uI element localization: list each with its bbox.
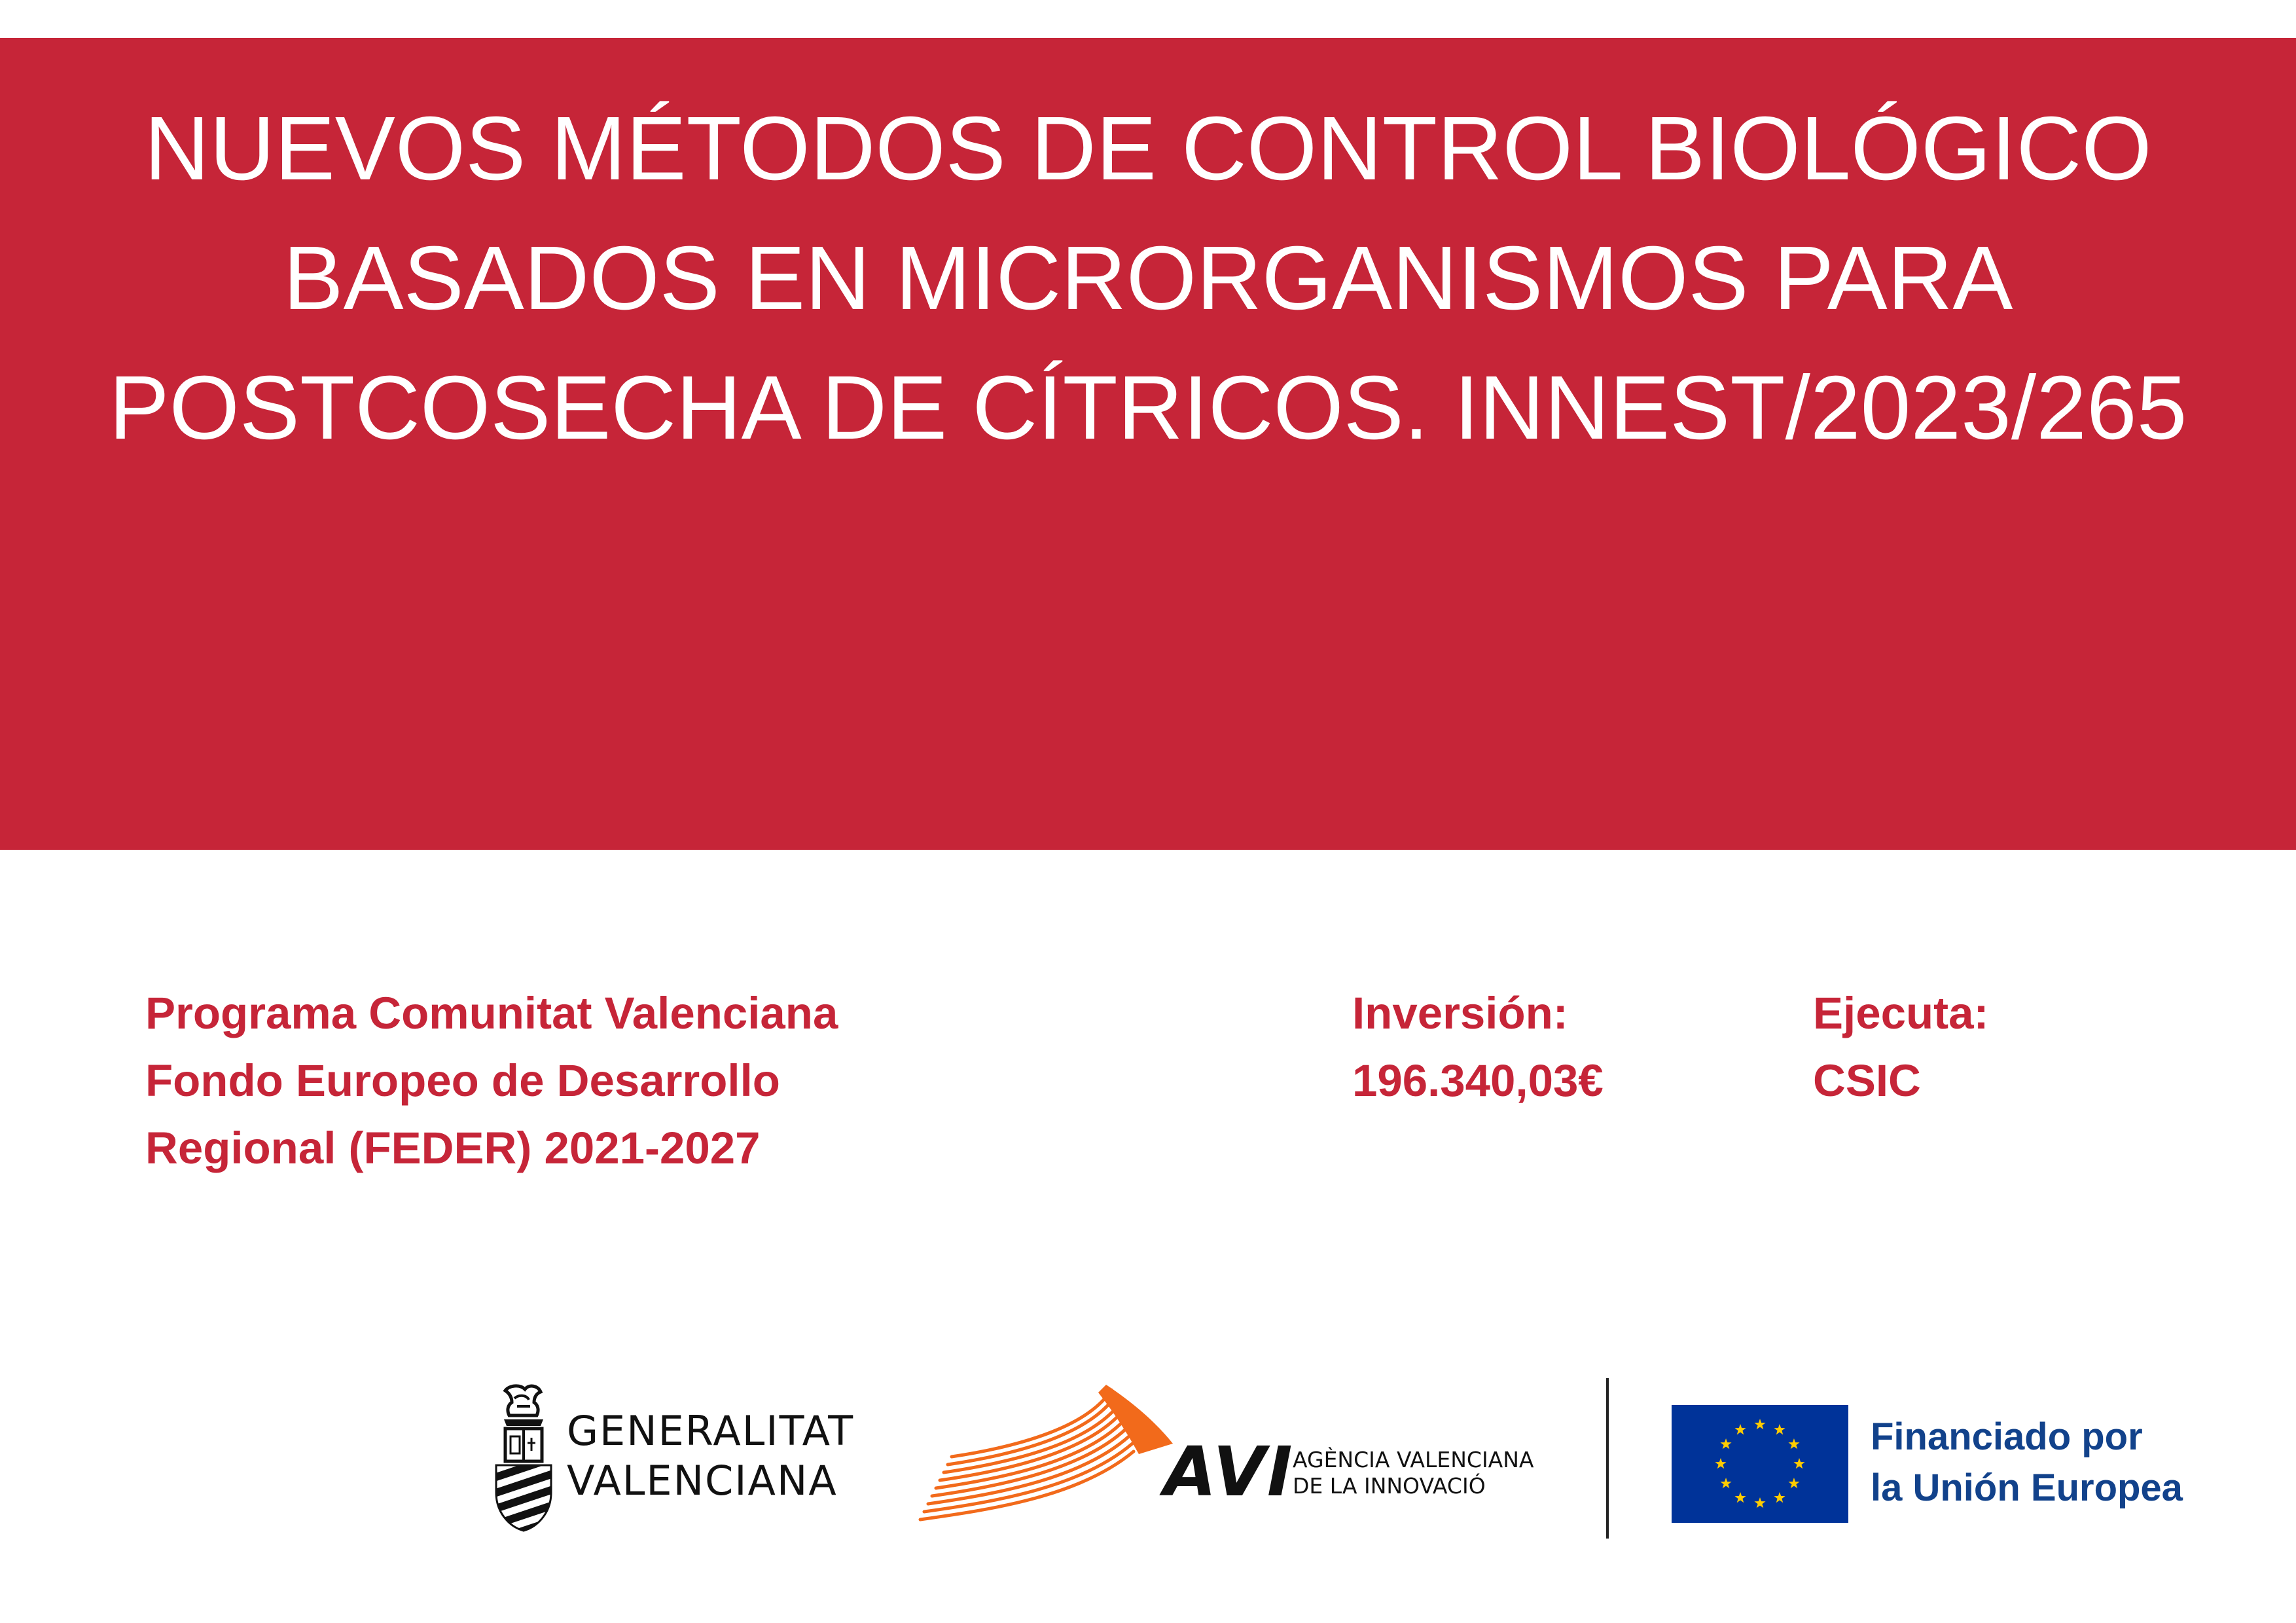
eu-line-1: Financiado por xyxy=(1871,1415,2143,1458)
page-title xyxy=(0,84,2296,473)
eu-line-2: la Unión Europea xyxy=(1871,1467,2183,1509)
program-line-3: Regional (FEDER) 2021-2027 xyxy=(145,1123,761,1173)
eu-logo-text xyxy=(1871,1412,2183,1514)
program-info xyxy=(145,979,838,1182)
generalitat-line-1: GENERALITAT xyxy=(567,1407,855,1455)
avi-line-2: DE LA INNOVACIÓ xyxy=(1293,1473,1486,1499)
executes-label: Ejecuta: xyxy=(1813,988,1989,1038)
investment-label: Inversión: xyxy=(1352,988,1568,1038)
title-line-1: NUEVOS MÉTODOS DE CONTROL BIOLÓGICO xyxy=(144,98,2152,199)
avi-logo-text xyxy=(1293,1447,1534,1499)
avi-mark: AVI xyxy=(1164,1432,1294,1512)
generalitat-line-2: VALENCIANA xyxy=(567,1457,838,1504)
executes-info xyxy=(1813,979,1988,1114)
investment-value: 196.340,03€ xyxy=(1352,1055,1604,1106)
investment-info xyxy=(1352,979,1604,1114)
generalitat-logo-text xyxy=(567,1406,854,1506)
title-line-2: BASADOS EN MICRORGANISMOS PARA xyxy=(283,228,2013,329)
avi-line-1: AGÈNCIA VALENCIANA xyxy=(1293,1447,1534,1472)
swoosh-icon xyxy=(916,1378,1178,1529)
executes-value: CSIC xyxy=(1813,1055,1921,1106)
logo-divider xyxy=(1606,1378,1609,1539)
eu-flag-icon xyxy=(1672,1405,1848,1523)
title-line-3: POSTCOSECHA DE CÍTRICOS. INNEST/2023/265 xyxy=(109,357,2187,458)
program-line-1: Programa Comunitat Valenciana xyxy=(145,988,838,1038)
program-line-2: Fondo Europeo de Desarrollo xyxy=(145,1055,780,1106)
